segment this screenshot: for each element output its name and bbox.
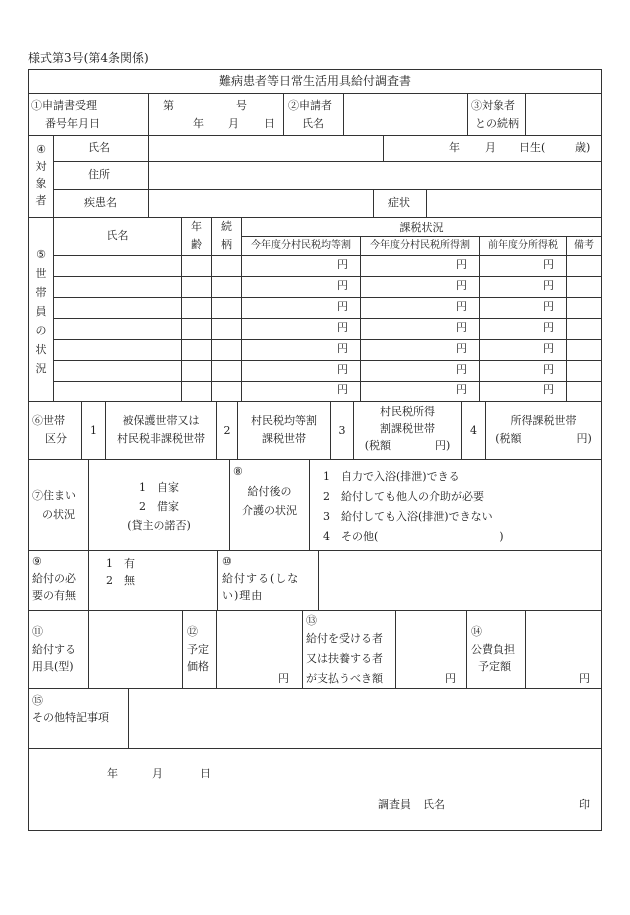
subject-num: ④: [36, 143, 46, 156]
date-day: 日: [200, 767, 211, 780]
household-vertical-3: 帯: [35, 286, 47, 299]
housing-opt-rent: 2 借家: [139, 500, 179, 513]
care-opt-3: 3 給付しても入浴(排泄)できない: [323, 510, 493, 523]
equal-tax-yen: 円: [337, 363, 348, 376]
relation-label-2: との続柄: [475, 117, 519, 130]
price-label-1: 予定: [187, 643, 209, 656]
need-num: ⑨: [32, 555, 42, 568]
need-label-1: 給付の必: [32, 572, 76, 585]
address-label: 住所: [88, 168, 110, 181]
payment-label-2: 又は扶養する者: [306, 652, 383, 665]
receipt-go: 号: [236, 99, 247, 112]
housing-landlord-note: (貸主の諾否): [127, 519, 191, 532]
prev-income-tax-yen: 円: [543, 342, 554, 355]
member-name-header: 氏名: [106, 229, 129, 242]
symptom-label: 症状: [388, 196, 410, 209]
income-tax-yen: 円: [456, 300, 467, 313]
form-title: 難病患者等日常生活用具給付調査書: [218, 74, 411, 88]
equal-tax-yen: 円: [337, 321, 348, 334]
household-vertical-1: ⑤: [36, 248, 46, 261]
household-vertical-7: 況: [35, 362, 47, 375]
birth-year: 年: [449, 141, 460, 154]
care-opt-1: 1 自力で入浴(排泄)できる: [323, 470, 460, 483]
receipt-year: 年: [193, 117, 204, 130]
payment-num: ⑬: [306, 614, 317, 627]
equipment-label-2: 用具(型): [32, 660, 74, 673]
household-class-label-2: 区分: [45, 432, 67, 445]
class-3-line1: 村民税所得: [380, 405, 435, 418]
class-2-line2: 課税世帯: [262, 432, 306, 445]
remarks-num: ⑮: [32, 694, 43, 707]
disease-label: 疾患名: [84, 196, 117, 209]
housing-label-1: ⑦住まい: [32, 489, 76, 502]
care-opt-2: 2 給付しても他人の介助が必要: [323, 490, 484, 503]
class-3-line2: 割課税世帯: [380, 422, 435, 435]
age-header-1: 年: [191, 220, 202, 233]
equal-tax-yen: 円: [337, 258, 348, 271]
need-label-2: 要の有無: [32, 589, 76, 602]
public-cost-label-1: 公費負担: [471, 643, 515, 656]
remarks-label: その他特記事項: [32, 711, 109, 724]
equal-tax-yen: 円: [337, 300, 348, 313]
date-month: 月: [152, 767, 163, 780]
public-cost-yen: 円: [579, 672, 590, 685]
care-label-2: 介護の状況: [242, 504, 297, 517]
housing-opt-own: 1 自家: [139, 481, 179, 494]
income-tax-yen: 円: [456, 342, 467, 355]
class-4-line2: (税額 円): [495, 432, 592, 445]
class-1-num: 1: [90, 424, 97, 437]
receipt-month: 月: [228, 117, 239, 130]
household-class-label-1: ⑥世帯: [32, 414, 65, 427]
equal-tax-yen: 円: [337, 279, 348, 292]
applicant-label-1: ②申請者: [288, 99, 332, 112]
price-label-2: 価格: [187, 660, 209, 673]
reason-label-1: 給付する(しな: [222, 572, 300, 585]
care-opt-4: 4 その他( ): [323, 530, 504, 543]
investigator-name-label: 氏名: [423, 798, 445, 811]
prev-income-tax-yen: 円: [543, 383, 554, 396]
price-num: ⑫: [187, 625, 198, 638]
reason-num: ⑩: [222, 555, 232, 568]
applicant-label-2: 氏名: [302, 117, 324, 130]
relation-label-1: ③対象者: [471, 99, 515, 112]
income-tax-yen: 円: [456, 321, 467, 334]
subject-name-label: 氏名: [88, 141, 110, 154]
household-vertical-2: 世: [35, 267, 47, 280]
class-4-line1: 所得課税世帯: [510, 414, 577, 427]
subject-vertical-2: 象: [35, 177, 47, 190]
age-header-2: 齢: [191, 238, 202, 251]
payment-yen: 円: [445, 672, 456, 685]
col-header-remarks: 備考: [574, 240, 594, 251]
receipt-label-1: ①申請書受理: [31, 99, 97, 112]
class-3-tax: (税額 円): [364, 439, 451, 452]
relation-header-2: 柄: [221, 238, 232, 251]
prev-income-tax-yen: 円: [543, 279, 554, 292]
public-cost-label-2: 予定額: [478, 660, 511, 673]
seal-mark: 印: [579, 798, 590, 811]
housing-label-2: の状況: [42, 508, 75, 521]
price-yen: 円: [278, 672, 289, 685]
receipt-label-2: 番号年月日: [45, 117, 100, 130]
household-vertical-5: の: [35, 324, 47, 337]
class-4-num: 4: [470, 424, 477, 437]
household-vertical-6: 状: [35, 343, 47, 356]
class-1-line1: 被保護世帯又は: [122, 414, 200, 427]
date-year: 年: [107, 767, 118, 780]
income-tax-yen: 円: [456, 383, 467, 396]
col-header-equal-tax: 今年度分村民税均等割: [251, 240, 351, 251]
equipment-label-1: 給付する: [32, 643, 76, 656]
need-opt-yes: 1 有: [106, 557, 135, 570]
class-2-line1: 村民税均等割: [251, 414, 317, 427]
investigator-label: 調査員: [378, 798, 411, 811]
reason-label-2: い)理由: [222, 589, 264, 602]
care-label-1: 給付後の: [247, 485, 292, 498]
subject-vertical-3: 者: [35, 194, 47, 207]
birth-day: 日生(: [519, 141, 546, 154]
income-tax-yen: 円: [456, 363, 467, 376]
public-cost-num: ⑭: [471, 625, 482, 638]
prev-income-tax-yen: 円: [543, 363, 554, 376]
col-header-income-tax: 今年度分村民税所得割: [370, 240, 470, 251]
form-number: 様式第3号(第4条関係): [28, 51, 149, 65]
class-3-num: 3: [338, 424, 346, 437]
tax-status-header: 課税状況: [399, 221, 444, 234]
col-header-prev-income-tax: 前年度分所得税: [488, 240, 558, 251]
equipment-num: ⑪: [32, 625, 43, 638]
receipt-day: 日: [264, 117, 275, 130]
prev-income-tax-yen: 円: [543, 258, 554, 271]
class-2-num: 2: [223, 424, 231, 437]
receipt-dai: 第: [163, 99, 174, 112]
age-label: 歳): [575, 141, 591, 154]
payment-label-3: が支払うべき額: [306, 672, 383, 685]
household-vertical-4: 員: [35, 305, 47, 318]
subject-vertical-1: 対: [35, 160, 47, 173]
class-1-line2: 村民税非課税世帯: [117, 432, 205, 445]
prev-income-tax-yen: 円: [543, 321, 554, 334]
equal-tax-yen: 円: [337, 342, 348, 355]
income-tax-yen: 円: [456, 258, 467, 271]
prev-income-tax-yen: 円: [543, 300, 554, 313]
relation-header-1: 続: [221, 220, 232, 233]
form-border: [29, 70, 602, 831]
income-tax-yen: 円: [456, 279, 467, 292]
care-num: ⑧: [233, 465, 243, 478]
need-opt-no: 2 無: [106, 574, 135, 587]
equal-tax-yen: 円: [337, 383, 348, 396]
birth-month: 月: [485, 141, 496, 154]
payment-label-1: 給付を受ける者: [306, 632, 383, 645]
